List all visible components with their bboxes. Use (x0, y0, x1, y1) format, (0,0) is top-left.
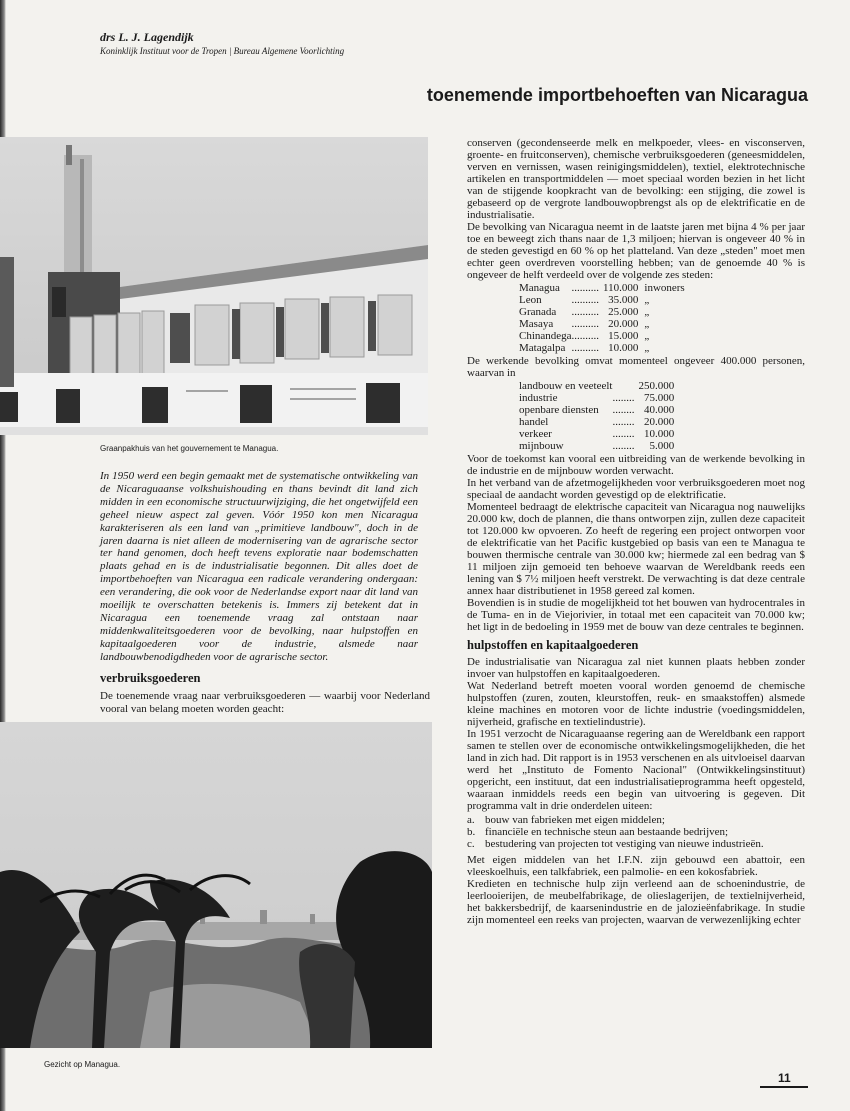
city-name: Masaya (519, 318, 554, 330)
managua-photo-caption: Gezicht op Managua. (44, 1060, 121, 1069)
intro-text: In 1950 werd een begin gemaakt met de systematische ontwikkeling van de Nicaraguaanse volkshuishouding en thans bevindt dit land zich midden in een economische structuurwijziging, die het ongetwijfeld een geheel nieuw aspect zal geven. Vóór 1950 kon men Nicaragua karakteriseren als een land van „primitieve landbouw", doch in de jaren daarna is niet alleen de modernisering van de agrarische sector ter hand genomen, doch heeft tevens exploratie naar bodemschatten plaats gehad en is de industrialisatie begonnen. Dit alles doet de importbehoeften van Nicaragua een radicale verandering ondergaan: een verandering, die ook voor de Nederlandse export naar dit land van moeilijk te overschatten betekenis is. Immers zij betekent dat in Nicaragua een toenemende vraag zal ontstaan naar middenkwaliteitsgoederen voor de bevolking, naar hulpstoffen en kapitaalgoederen voor de industrie, alsmede naar landbouwbenodigdheden voor de agrarische sector. (100, 470, 418, 663)
leader-dots: .......... (571, 342, 600, 354)
paragraph-elektrische-capaciteit: Momenteel bedraagt de elektrische capaciteit van Nicaragua nog nauwelijks 20.000 kw, doch de plannen, die thans ontworpen zijn, zullen deze capaciteit tot 120.000 kw opvoeren. Zo heeft de regering een project ontworpen voor de elektrificatie van het Pacific kustgebied op basis van een te Managua te bouwen thermische centrale van 30.000 kw; hiermede zal een bedrag van $ 11 miljoen zijn gemoeid ten behoeve waarvan de Wereldbank reeds een lening van $ 7½ miljoen heeft verstrekt. De verwachting is dat deze centrale annex haar distributienet in 1958 gereed zal komen. (467, 501, 805, 597)
paragraph-wereldbank: In 1951 verzocht de Nicaraguaanse regering aan de Wereldbank een rapport samen te stellen over de economische ontwikkelingsmogelijkheden, die het land in zich had. Dit rapport is in 1953 verschenen en als uitvloeisel daarvan werd het „Instituto de Fomento Nacional" (Ontwikkelingsinstituut) opgericht, een instituut, dat een industrialisatieprogramma heeft opgesteld, waaraan inmiddels reeds een begin van uitvoering is gegeven. Dit programma valt in drie onderdelen uiteen: (467, 728, 805, 812)
paragraph-bevolking: De bevolking van Nicaragua neemt in de laatste jaren met bijna 4 % per jaar toe en beweegt zich thans naar de 1,3 miljoen; hiervan is ongeveer 40 % in de steden gevestigd en 60 % op het platteland. Van deze „steden" moet men echter geen overdreven voorstelling hebben; van de genoemde 40 % is ongeveer de helft verdeeld over de volgende zes steden: (467, 221, 805, 281)
leader-dots: ........ (612, 416, 635, 428)
sector-value: 250.000 (638, 380, 675, 392)
program-list (467, 814, 805, 850)
sector-name: openbare diensten (519, 404, 599, 416)
workforce-row (519, 404, 674, 416)
paragraph-industrialisatie: De industrialisatie van Nicaragua zal niet kunnen plaats hebben zonder invoer van hulpstoffen en kapitaalgoederen. (467, 656, 805, 680)
leader-dots: .......... (571, 306, 600, 318)
list-text: financiële en technische steun aan bestaande bedrijven; (485, 826, 729, 838)
leader-dots: .......... (571, 282, 600, 294)
article-title: toenemende importbehoeften van Nicaragua (426, 85, 808, 105)
author-name: drs L. J. Lagendijk (100, 30, 194, 44)
city-population: 10.000 (608, 342, 639, 354)
list-marker: c. (467, 838, 475, 850)
workforce-row (519, 440, 674, 452)
author-affiliation: Koninklijk Instituut voor de Tropen | Bureau Algemene Voorlichting (100, 46, 345, 56)
verbruiksgoederen-intro (100, 690, 430, 716)
city-population: 15.000 (608, 330, 639, 342)
paragraph-afzet: In het verband van de afzetmogelijkheden voor verbruiksgoederen moet nog speciaal de aandacht worden gevestigd op de elektrificatie. (467, 477, 805, 501)
sector-name: industrie (519, 392, 558, 404)
city-name: Leon (519, 294, 542, 306)
list-marker: b. (467, 826, 476, 838)
workforce-row (519, 380, 674, 392)
sector-value: 75.000 (643, 392, 675, 404)
workforce-row (519, 416, 674, 428)
cities-table (519, 282, 685, 354)
sector-value: 5.000 (649, 440, 675, 452)
program-list-item (467, 838, 805, 850)
city-population: 20.000 (608, 318, 639, 330)
city-name: Chinandega (519, 330, 572, 342)
city-unit: „ (644, 294, 650, 306)
leader-dots: ........ (612, 404, 635, 416)
leader-dots: ........ (612, 440, 635, 452)
sector-name: handel (519, 416, 549, 428)
leader-dots: .......... (571, 330, 600, 342)
list-text: bouw van fabrieken met eigen middelen; (485, 814, 665, 826)
list-text: bestudering van projecten tot vestiging van nieuwe industrieën. (485, 838, 764, 850)
paragraph-toekomst: Voor de toekomst kan vooral een uitbreiding van de werkende bevolking in de industrie en de mijnbouw worden verwacht. (467, 453, 805, 477)
intro-paragraph (100, 470, 418, 664)
list-marker: a. (467, 814, 475, 826)
heading-hulpstoffen: hulpstoffen en kapitaalgoederen (467, 638, 639, 652)
city-population: 35.000 (608, 294, 639, 306)
city-population: 25.000 (608, 306, 639, 318)
sector-name: mijnbouw (519, 440, 564, 452)
workforce-row (519, 428, 674, 440)
sector-name: landbouw en veeteelt (519, 380, 613, 392)
leader-dots: ........ (612, 392, 635, 404)
leader-dots: .......... (571, 294, 600, 306)
page-number: 11 (778, 1071, 791, 1085)
program-list-item (467, 814, 805, 826)
granary-photo (0, 137, 428, 435)
city-population: 110.000 (603, 282, 639, 294)
city-unit: „ (644, 330, 650, 342)
sector-value: 40.000 (643, 404, 675, 416)
sector-value: 20.000 (643, 416, 675, 428)
program-list-item (467, 826, 805, 838)
paragraph-conserven: conserven (gecondenseerde melk en melkpoeder, vlees- en visconserven, groente- en fruitconserven), chemische verbruiksgoederen (geneesmiddelen, verven en vernissen, wasen reinigingsmiddelen), textiel, elektrotechnische artikelen en transportmiddelen — moet speciaal worden bezien in het licht van de stijgende koopkracht van de bevolking: een stijging, die zowel is gebaseerd op de vergrote landbouwopbrengst als op de elektrificatie en de industrialisatie. (467, 137, 805, 221)
city-name: Matagalpa (519, 342, 566, 354)
leader-dots: ........ (612, 428, 635, 440)
workforce-table (519, 380, 674, 452)
page-number-rule (760, 1086, 808, 1088)
leader-dots (612, 380, 634, 392)
city-row (519, 282, 685, 294)
paragraph-nederland: Wat Nederland betreft moeten vooral worden genoemd de chemische hulpstoffen (zuren, zouten, kleurstoffen, reuk- en smaakstoffen) alsmede kleine machines en motoren voor de lichte industrie (voedingsmiddelen, nijverheid, grafische en textielindustrie). (467, 680, 805, 728)
city-row (519, 294, 685, 306)
city-name: Granada (519, 306, 557, 318)
city-row (519, 342, 685, 354)
city-row (519, 330, 685, 342)
city-name: Managua (519, 282, 560, 294)
city-row (519, 306, 685, 318)
sector-name: verkeer (519, 428, 552, 440)
sector-value: 10.000 (643, 428, 675, 440)
city-row (519, 318, 685, 330)
heading-verbruiksgoederen: verbruiksgoederen (100, 671, 201, 685)
granary-photo-caption: Graanpakhuis van het gouvernement te Managua. (100, 444, 279, 453)
right-column (467, 137, 805, 926)
verbruiksgoederen-text: De toenemende vraag naar verbruiksgoederen — waarbij voor Nederland vooral van belang moeten worden geacht: (100, 690, 430, 715)
paragraph-kredieten: Kredieten en technische hulp zijn verleend aan de schoenindustrie, de leerlooierijen, de meubelfabrikage, de olieslagerijen, de textielnijverheid, het bakkersbedrijf, de kaarsenindustrie en de jalozieënfabrikage. In studie zijn momenteel een reeks van projecten, waarvan de verwezenlijking echter (467, 878, 805, 926)
paragraph-hydrocentrales: Bovendien is in studie de mogelijkheid tot het bouwen van hydrocentrales in de Tuma- en in de Viejorivier, in totaal met een capaciteit van 70.000 kw; het ligt in de bedoeling in 1959 met de bouw van deze centrales te beginnen. (467, 597, 805, 633)
leader-dots: .......... (571, 318, 600, 330)
workforce-row (519, 392, 674, 404)
paragraph-werkende-bevolking: De werkende bevolking omvat momenteel ongeveer 400.000 personen, waarvan in (467, 355, 805, 379)
city-unit: inwoners (644, 282, 685, 294)
paragraph-ifn: Met eigen middelen van het I.F.N. zijn gebouwd een abattoir, een vleeskoelhuis, een talkfabriek, een palmolie- en een kokosfabriek. (467, 854, 805, 878)
managua-photo (0, 722, 432, 1048)
city-unit: „ (644, 318, 650, 330)
city-unit: „ (644, 306, 650, 318)
city-unit: „ (644, 342, 650, 354)
